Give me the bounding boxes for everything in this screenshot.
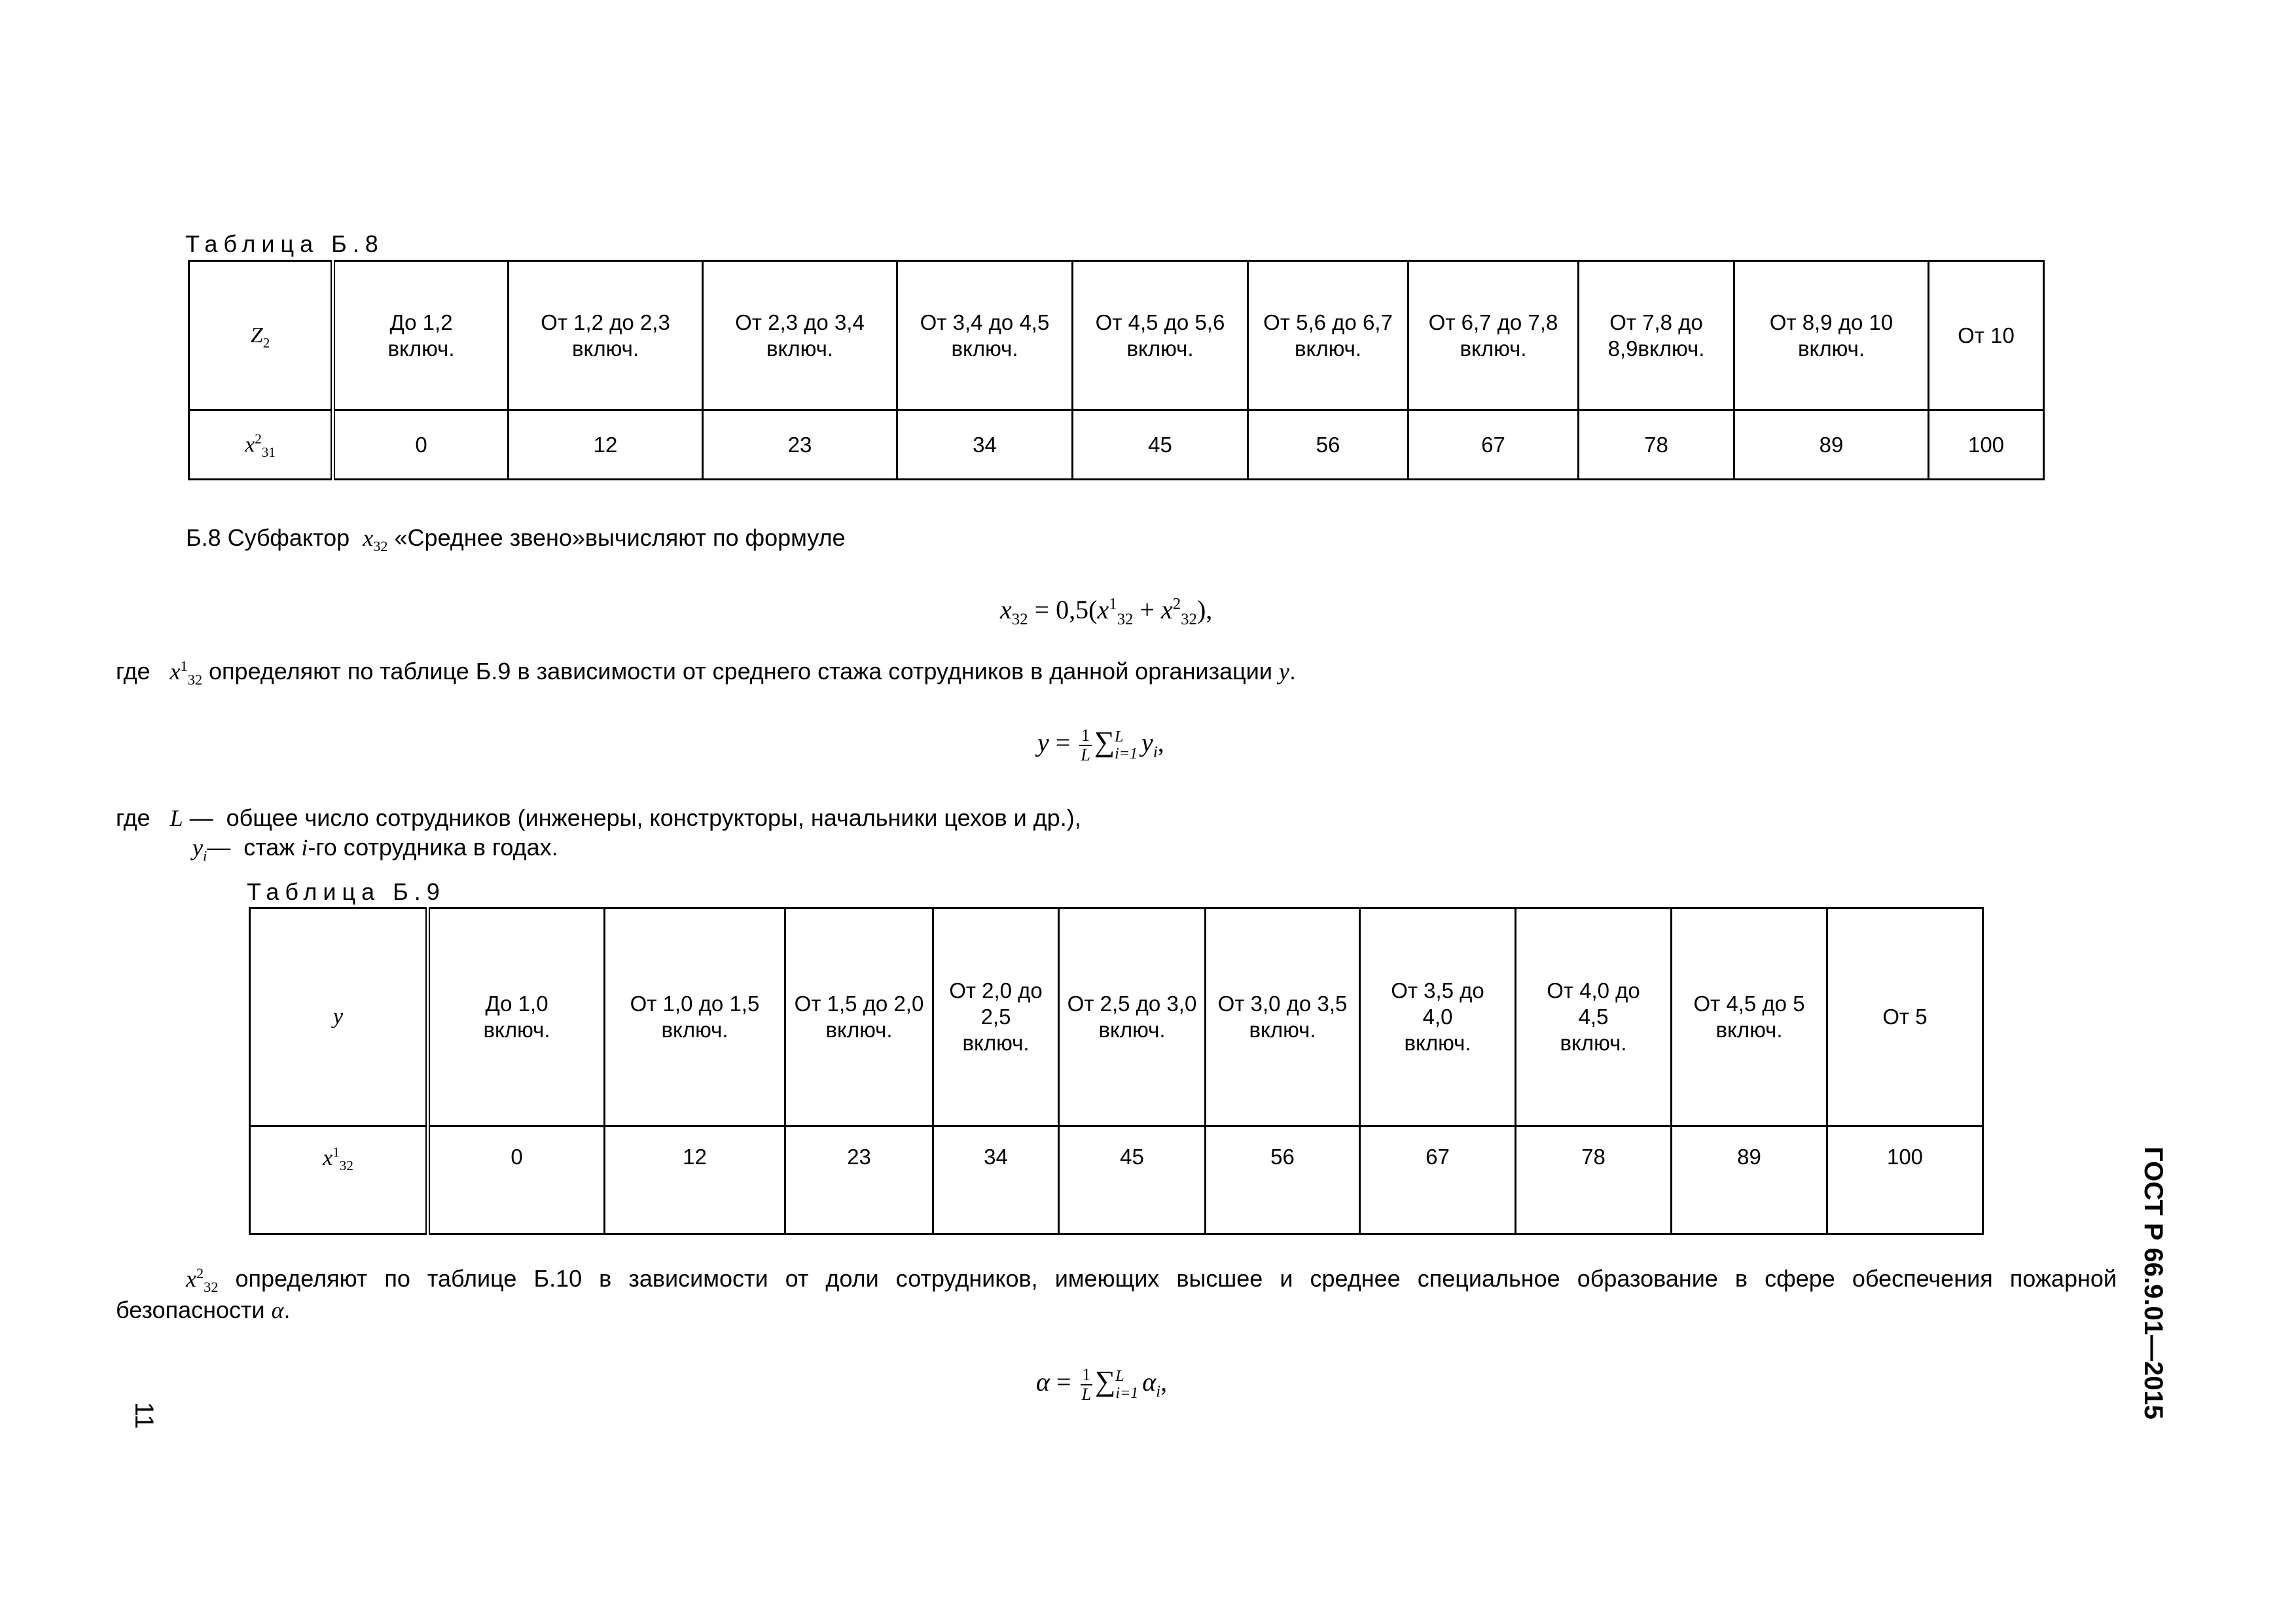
table-b8-row-header-x31: $x^2_{31}$	[189, 410, 333, 480]
table-b9-header-cell: От 1,0 до 1,5 включ.	[605, 908, 785, 1126]
table-b8-value-cell: 0	[333, 410, 509, 480]
table-b9-value-cell: 34	[933, 1126, 1059, 1234]
table-b9-value-cell: 100	[1827, 1126, 1983, 1234]
table-b9-value-cell: 23	[785, 1126, 933, 1234]
table-b9-value-cell: 56	[1206, 1126, 1360, 1234]
table-b8-header-cell: От 7,8 до 8,9включ.	[1579, 261, 1734, 410]
table-b8-header-cell: От 5,6 до 6,7 включ.	[1248, 261, 1408, 410]
sum-limits: L i=1	[1115, 1367, 1139, 1402]
table-b9-value-cell: 67	[1360, 1126, 1516, 1234]
table-b9-caption: Таблица Б.9	[247, 878, 446, 905]
formula-y: y = $\frac{1}{L}$ ∑ L i=1 $y_i$,	[1037, 725, 1164, 764]
table-b9-header-cell: От 1,5 до 2,0 включ.	[785, 908, 933, 1126]
table-b9-header-cell: От 4,0 до 4,5 включ.	[1516, 908, 1672, 1126]
table-b8-header-cell: От 2,3 до 3,4 включ.	[703, 261, 897, 410]
table-b9-value-cell: 12	[605, 1126, 785, 1234]
fraction: $\frac{1}{L}$	[1081, 1364, 1092, 1404]
table-b8-value-cell: 78	[1579, 410, 1734, 480]
table-b9-header-cell: До 1,0 включ.	[428, 908, 605, 1126]
page-number: 11	[130, 1402, 158, 1429]
table-b9-value-cell: 45	[1059, 1126, 1206, 1234]
table-b9-header-cell: От 2,0 до 2,5 включ.	[933, 908, 1059, 1126]
table-b9	[249, 907, 1984, 1235]
table-b8-header-cell: От 8,9 до 10 включ.	[1734, 261, 1929, 410]
table-b9-header-cell: От 4,5 до 5 включ.	[1672, 908, 1827, 1126]
table-b8-header-cell: От 10	[1929, 261, 2044, 410]
formula-x32: $x_{32} = 0,5(x^1_{32} + x^2_{32})$,	[1000, 595, 1213, 628]
table-b8-value-cell: 23	[703, 410, 897, 480]
table-b9-value-cell: 0	[428, 1126, 605, 1234]
table-b8-header-cell: От 4,5 до 5,6 включ.	[1073, 261, 1248, 410]
table-b8-value-cell: 56	[1248, 410, 1408, 480]
table-b9-header-cell: От 3,0 до 3,5 включ.	[1206, 908, 1360, 1126]
table-b8	[188, 260, 2045, 480]
table-b9-row-header-y: y	[250, 908, 428, 1126]
table-b8-value-cell: 67	[1408, 410, 1579, 480]
where-l: где L — общее число сотрудников (инженеры, конструкторы, начальники цехов и др.),	[116, 804, 1081, 831]
table-b8-caption: Таблица Б.8	[185, 230, 384, 257]
where-x32-1: где $x^1_{32}$ определяют по таблице Б.9 в зависимости от среднего стажа сотрудников в данной организации y.	[116, 658, 1296, 688]
fraction: $\frac{1}{L}$	[1081, 725, 1090, 764]
table-b9-value-cell: 89	[1672, 1126, 1827, 1234]
where-yi: $y_i—$ стаж i-го сотрудника в годах.	[192, 834, 558, 865]
table-b8-header-cell: От 3,4 до 4,5 включ.	[897, 261, 1073, 410]
table-b9-header-cell: От 3,5 до 4,0 включ.	[1360, 908, 1516, 1126]
paragraph-b8: Б.8 Субфактор $x_{32}$ «Среднее звено»вычисляют по формуле	[186, 524, 846, 555]
table-b9-header-cell: От 2,5 до 3,0 включ.	[1059, 908, 1206, 1126]
table-b8-value-cell: 12	[509, 410, 703, 480]
table-b8-value-cell: 45	[1073, 410, 1248, 480]
paragraph-x32-2: $x^2_{32}$ определяют по таблице Б.10 в зависимости от доли сотрудников, имеющих высшее и среднее специальное образование в сфере обеспечения пожарной	[186, 1265, 2117, 1296]
table-b8-header-cell: От 1,2 до 2,3 включ.	[509, 261, 703, 410]
table-b9-value-cell: 78	[1516, 1126, 1672, 1234]
table-b8-header-cell: От 6,7 до 7,8 включ.	[1408, 261, 1579, 410]
sum-limits: L i=1	[1115, 728, 1138, 762]
formula-alpha: α = $\frac{1}{L}$ ∑ L i=1 $\alpha_i$,	[1036, 1364, 1168, 1404]
table-b8-value-cell: 34	[897, 410, 1073, 480]
table-b8-row-header-z2: $Z_2$	[189, 261, 333, 410]
table-b9-header-cell: От 5	[1827, 908, 1983, 1126]
table-b9-row-header-x32: $x^1_{32}$	[250, 1126, 428, 1234]
standard-designation: ГОСТ Р 66.9.01—2015	[2139, 1147, 2168, 1419]
table-b8-value-cell: 100	[1929, 410, 2044, 480]
table-b8-header-cell: До 1,2 включ.	[333, 261, 509, 410]
table-b8-value-cell: 89	[1734, 410, 1929, 480]
paragraph-x32-2-line2: безопасности α.	[116, 1296, 291, 1323]
